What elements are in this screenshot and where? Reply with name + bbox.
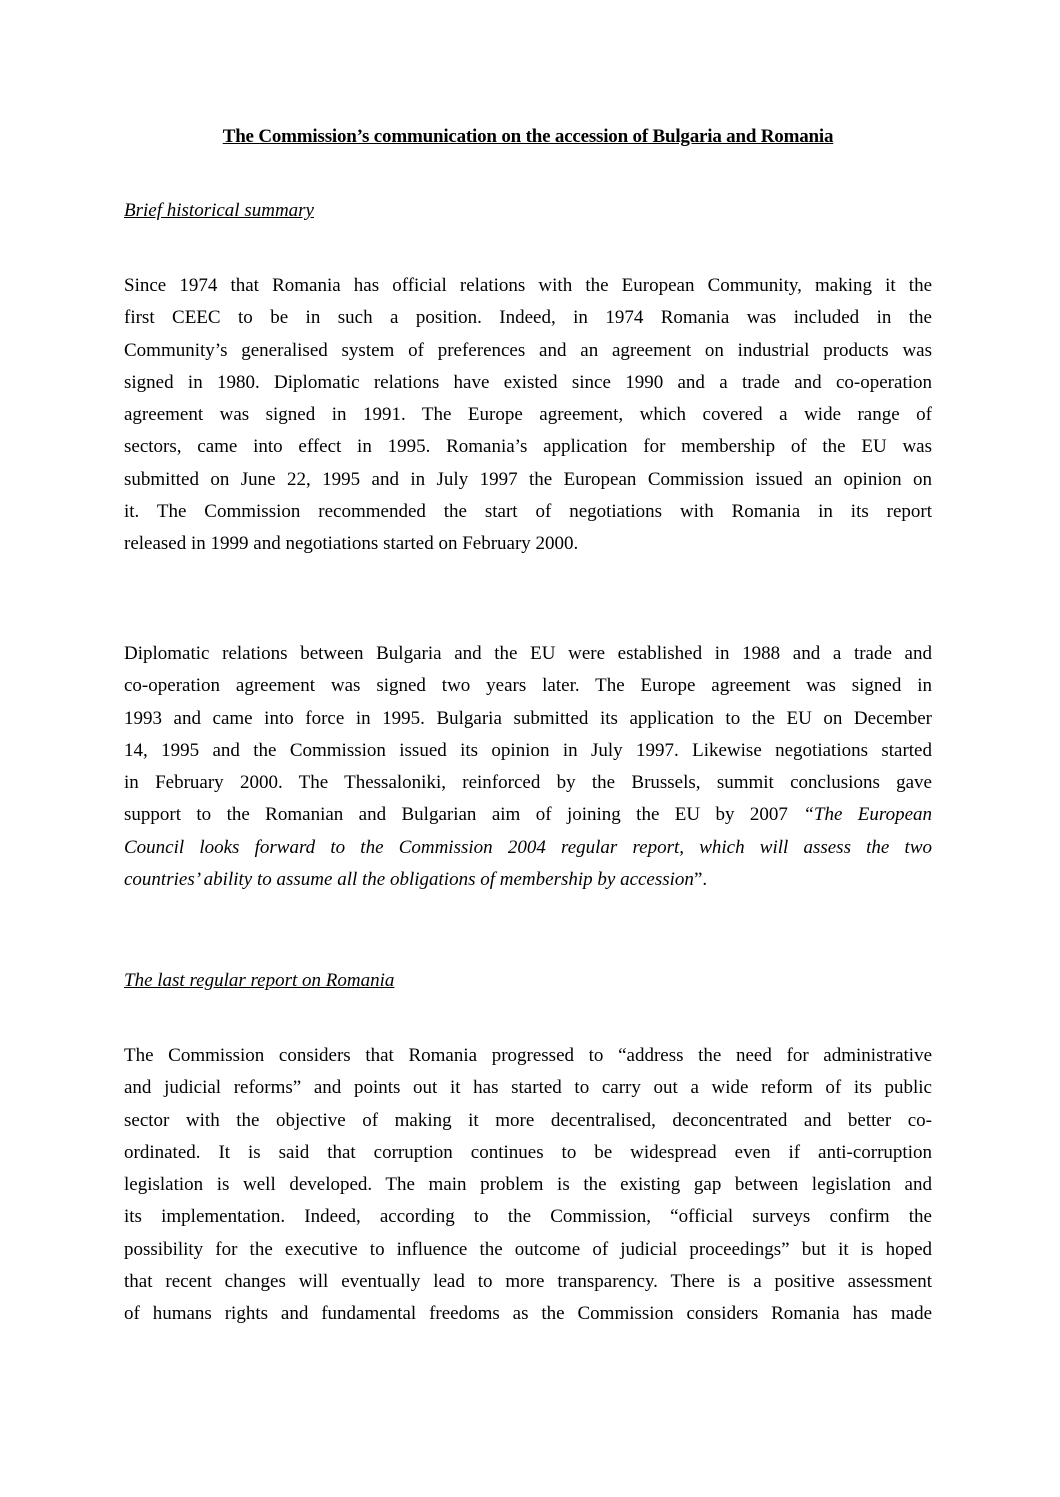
text-line: Since 1974 that Romania has official relations with the European Community, making it the <box>124 275 932 296</box>
text-line <box>124 799 932 831</box>
text-line: its implementation. Indeed, according to the Commission, “official surveys confirm the <box>124 1206 932 1228</box>
text-line: submitted on June 22, 1995 and in July 1997 the European Commission issued an opinion on <box>124 468 932 490</box>
text-run: ”. <box>693 869 708 891</box>
document-title: The Commission’s communication on the accession of Bulgaria and Romania <box>222 126 834 147</box>
section-heading-historical-summary: Brief historical summary <box>124 200 314 221</box>
text-line: sector with the objective of making it more decentralised, deconcentrated and better co- <box>124 1109 932 1131</box>
paragraph-romania-history <box>124 270 932 561</box>
quote-italic: “The European <box>803 804 933 826</box>
text-line: The Commission considers that Romania progressed to “address the need for administrative <box>124 1045 932 1066</box>
text-line: of humans rights and fundamental freedoms as the Commission considers Romania has made <box>124 1303 932 1325</box>
quote-italic: countries’ ability to assume all the obligations of membership by accession <box>124 869 694 891</box>
text-line: sectors, came into effect in 1995. Romania’s application for membership of the EU was <box>124 436 932 458</box>
text-line: and judicial reforms” and points out it has started to carry out a wide reform of its public <box>124 1077 932 1099</box>
text-line: 1993 and came into force in 1995. Bulgaria submitted its application to the EU on December <box>124 707 932 729</box>
text-line: agreement was signed in 1991. The Europe agreement, which covered a wide range of <box>124 404 932 426</box>
quote-line-italic: Council looks forward to the Commission 2004 regular report, which will assess the two <box>124 836 932 858</box>
text-line: ordinated. It is said that corruption continues to be widespread even if anti-corruption <box>124 1141 932 1163</box>
text-line: first CEEC to be in such a position. Indeed, in 1974 Romania was included in the <box>124 307 932 329</box>
paragraph-regular-report <box>124 1040 932 1331</box>
text-run: support to the Romanian and Bulgarian aim of joining the EU by 2007 <box>124 804 804 826</box>
text-line: Community’s generalised system of preferences and an agreement on industrial products was <box>124 339 932 361</box>
text-line: possibility for the executive to influence the outcome of judicial proceedings” but it is hoped <box>124 1238 932 1260</box>
text-line: signed in 1980. Diplomatic relations have existed since 1990 and a trade and co-operation <box>124 371 932 393</box>
text-line: legislation is well developed. The main problem is the existing gap between legislation and <box>124 1174 932 1196</box>
section-heading-regular-report: The last regular report on Romania <box>124 970 395 991</box>
text-line: co-operation agreement was signed two years later. The Europe agreement was signed in <box>124 675 932 697</box>
text-line: that recent changes will eventually lead to more transparency. There is a positive assessment <box>124 1271 932 1293</box>
text-line <box>124 864 932 896</box>
text-line: it. The Commission recommended the start of negotiations with Romania in its report <box>124 501 932 523</box>
paragraph-bulgaria-history <box>124 638 932 896</box>
text-line: 14, 1995 and the Commission issued its opinion in July 1997. Likewise negotiations started <box>124 739 932 761</box>
text-line: Diplomatic relations between Bulgaria and the EU were established in 1988 and a trade and <box>124 643 932 664</box>
text-line: released in 1999 and negotiations started on February 2000. <box>124 533 579 555</box>
text-line: in February 2000. The Thessaloniki, reinforced by the Brussels, summit conclusions gave <box>124 772 932 794</box>
